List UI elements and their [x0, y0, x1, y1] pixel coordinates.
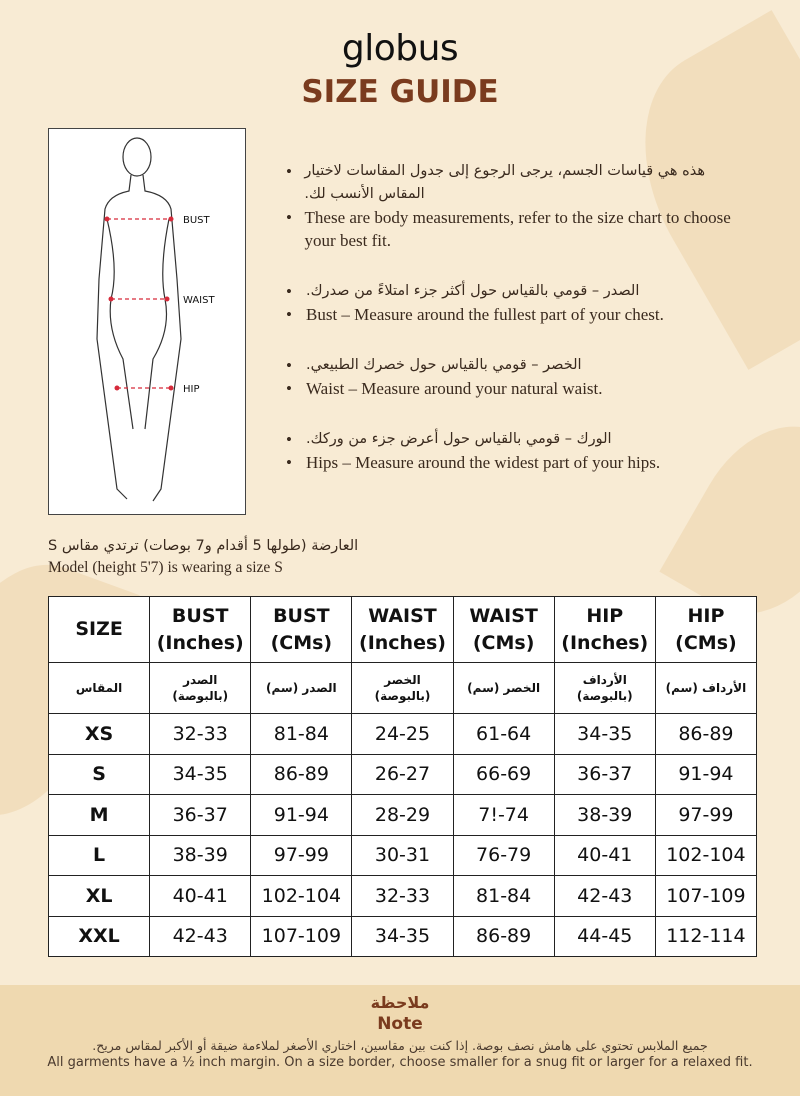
- column-header: SIZE: [49, 597, 150, 663]
- column-header: BUST (Inches): [150, 597, 251, 663]
- table-row: [49, 714, 757, 755]
- note-title-en: Note: [377, 1014, 423, 1034]
- table-cell: 76-79: [453, 835, 554, 876]
- table-cell: 107-109: [251, 916, 352, 957]
- table-cell: 32-33: [352, 876, 453, 917]
- header-row-ar: [49, 663, 757, 714]
- column-header: HIP (CMs): [655, 597, 756, 663]
- table-row: [49, 754, 757, 795]
- table-cell: 38-39: [150, 835, 251, 876]
- table-row: [49, 876, 757, 917]
- table-cell: 91-94: [251, 795, 352, 836]
- column-header-ar: الصدر (بالبوصة): [150, 663, 251, 714]
- bullet-ar: هذه هي قياسات الجسم، يرجى الرجوع إلى جدول المقاسات لاختيار المقاس الأنسب لك.: [304, 163, 705, 202]
- table-cell: 97-99: [655, 795, 756, 836]
- table-cell: 102-104: [655, 835, 756, 876]
- column-header-ar: المقاس: [49, 663, 150, 714]
- table-cell: 24-25: [352, 714, 453, 755]
- table-cell: XXL: [49, 916, 150, 957]
- measurement-instructions: [286, 160, 746, 502]
- model-info-ar: العارضة (طولها 5 أقدام و7 بوصات) ترتدي مقاس S: [48, 538, 359, 554]
- note-section: [0, 985, 800, 1096]
- table-cell: 81-84: [453, 876, 554, 917]
- column-header: WAIST (Inches): [352, 597, 453, 663]
- page-title: SIZE GUIDE: [301, 74, 499, 110]
- table-cell: 107-109: [655, 876, 756, 917]
- bullet-ar: الورك – قومي بالقياس حول أعرض جزء من وركك.: [306, 431, 612, 447]
- table-row: [49, 916, 757, 957]
- table-cell: 112-114: [655, 916, 756, 957]
- table-cell: 44-45: [554, 916, 655, 957]
- note-title-ar: ملاحظة: [370, 993, 430, 1012]
- model-info: [48, 536, 358, 578]
- column-header-ar: الخصر (سم): [453, 663, 554, 714]
- waist-label: WAIST: [183, 295, 215, 306]
- table-cell: 38-39: [554, 795, 655, 836]
- column-header: WAIST (CMs): [453, 597, 554, 663]
- table-cell: XL: [49, 876, 150, 917]
- note-text-ar: جميع الملابس تحتوي على هامش نصف بوصة. إذا كنت بين مقاسين، اختاري الأصغر لملاءمة ضيقة أو الأكبر لمقاس مريح.: [92, 1038, 708, 1053]
- column-header-ar: الأرداف (سم): [655, 663, 756, 714]
- table-cell: 86-89: [453, 916, 554, 957]
- bullet-en: Waist – Measure around your natural waist.: [306, 379, 603, 398]
- table-cell: 40-41: [150, 876, 251, 917]
- bullet-en: Hips – Measure around the widest part of your hips.: [306, 453, 661, 472]
- table-cell: 26-27: [352, 754, 453, 795]
- model-info-en: Model (height 5'7) is wearing a size S: [48, 559, 283, 576]
- table-row: [49, 835, 757, 876]
- table-row: [49, 795, 757, 836]
- bullet-group: • الخصر – قومي بالقياس حول خصرك الطبيعي. • Waist – Measure around your natural waist.: [286, 356, 603, 398]
- table-cell: 102-104: [251, 876, 352, 917]
- table-cell: 34-35: [150, 754, 251, 795]
- table-cell: L: [49, 835, 150, 876]
- table-cell: 61-64: [453, 714, 554, 755]
- table-cell: 81-84: [251, 714, 352, 755]
- note-text-en: All garments have a ½ inch margin. On a size border, choose smaller for a snug fit or larger for a relaxed fit.: [47, 1055, 753, 1070]
- bullet-en: Bust – Measure around the fullest part of your chest.: [306, 305, 664, 324]
- bullet-group: • الورك – قومي بالقياس حول أعرض جزء من وركك. • Hips – Measure around the widest part of your hips.: [286, 430, 661, 472]
- body-figure: [48, 128, 246, 515]
- column-header: HIP (Inches): [554, 597, 655, 663]
- hip-label: HIP: [183, 384, 200, 395]
- column-header-ar: الأرداف (بالبوصة): [554, 663, 655, 714]
- size-chart-table: [48, 596, 757, 957]
- column-header-ar: الصدر (سم): [251, 663, 352, 714]
- table-cell: M: [49, 795, 150, 836]
- brand-logo: globus: [341, 28, 459, 69]
- table-cell: 42-43: [150, 916, 251, 957]
- table-cell: 34-35: [352, 916, 453, 957]
- table-cell: 40-41: [554, 835, 655, 876]
- table-cell: S: [49, 754, 150, 795]
- bullet-en: These are body measurements, refer to the size chart to choose your best fit.: [304, 208, 731, 250]
- bullet-ar: الصدر – قومي بالقياس حول أكثر جزء امتلاءً من صدرك.: [306, 283, 640, 299]
- table-cell: 66-69: [453, 754, 554, 795]
- bullet-group: • هذه هي قياسات الجسم، يرجى الرجوع إلى جدول المقاسات لاختيار المقاس الأنسب لك. • These are body measurements, refer to the size chart to choose your best fit.: [286, 160, 746, 252]
- table-cell: 86-89: [251, 754, 352, 795]
- table-cell: 34-35: [554, 714, 655, 755]
- column-header: BUST (CMs): [251, 597, 352, 663]
- table-cell: 30-31: [352, 835, 453, 876]
- bust-label: BUST: [183, 215, 210, 226]
- column-header-ar: الخصر (بالبوصة): [352, 663, 453, 714]
- bullet-group: • الصدر – قومي بالقياس حول أكثر جزء امتلاءً من صدرك. • Bust – Measure around the fullest part of your chest.: [286, 282, 664, 324]
- header-row: [49, 597, 757, 663]
- table-cell: 36-37: [150, 795, 251, 836]
- table-cell: 32-33: [150, 714, 251, 755]
- table-cell: 97-99: [251, 835, 352, 876]
- table-cell: 36-37: [554, 754, 655, 795]
- table-cell: 86-89: [655, 714, 756, 755]
- table-cell: XS: [49, 714, 150, 755]
- table-cell: 28-29: [352, 795, 453, 836]
- table-cell: 91-94: [655, 754, 756, 795]
- table-cell: 42-43: [554, 876, 655, 917]
- table-cell: 7!-74: [453, 795, 554, 836]
- bullet-ar: الخصر – قومي بالقياس حول خصرك الطبيعي.: [306, 357, 582, 373]
